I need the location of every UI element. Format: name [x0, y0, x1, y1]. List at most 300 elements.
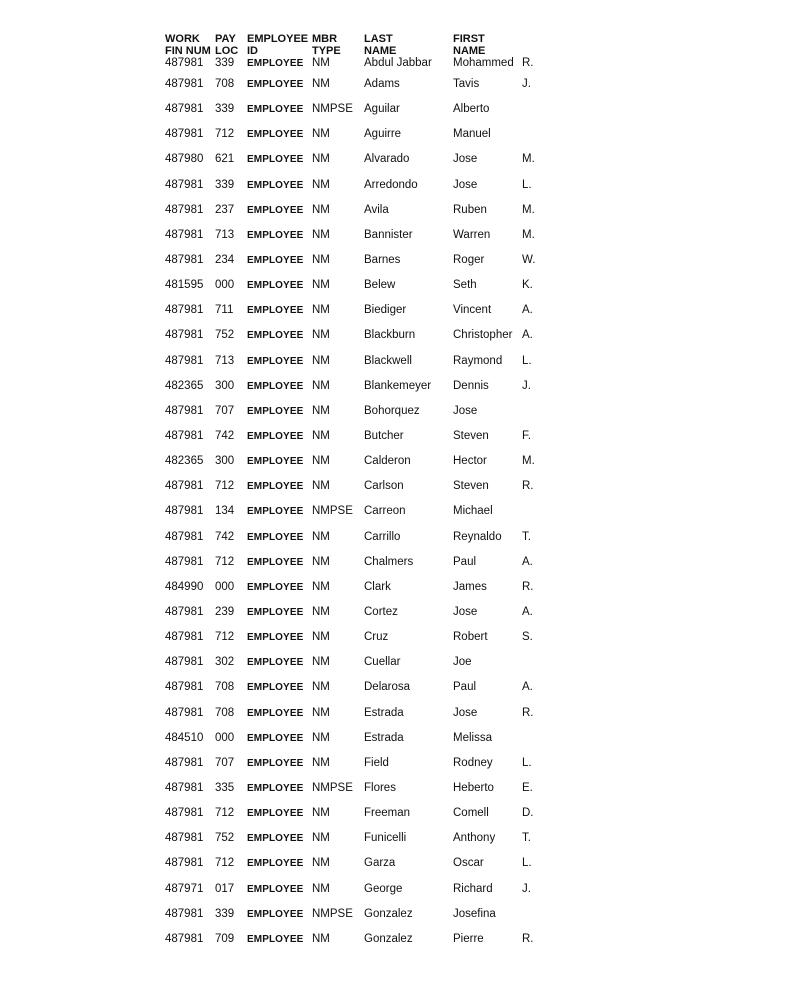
- employee-id-cell: EMPLOYEE: [247, 254, 304, 266]
- first-name-cell: Robert: [453, 631, 488, 644]
- work-fin-num-cell: 487981: [165, 354, 204, 367]
- last-name-cell: Gonzalez: [364, 932, 413, 945]
- pay-loc-cell: 742: [215, 530, 235, 543]
- work-fin-num-cell: 487981: [165, 656, 204, 669]
- last-name-cell: Cortez: [364, 605, 398, 618]
- pay-loc-cell: 335: [215, 781, 235, 794]
- table-row: [0, 606, 800, 631]
- table-row: [0, 103, 800, 128]
- table-row: [0, 229, 800, 254]
- work-fin-num-cell: 481595: [165, 279, 204, 292]
- middle-initial-cell: D.: [522, 807, 534, 820]
- first-name-cell: Tavis: [453, 78, 480, 90]
- employee-id-cell: EMPLOYEE: [247, 430, 304, 442]
- middle-initial-cell: J.: [522, 882, 531, 895]
- first-name-cell: Anthony: [453, 832, 496, 845]
- header-line: TYPE: [312, 44, 341, 57]
- work-fin-num-cell: 487981: [165, 807, 204, 820]
- pay-loc-cell: 712: [215, 631, 235, 644]
- mbr-type-cell: NM: [312, 228, 330, 241]
- header-line: NAME: [453, 44, 486, 57]
- first-name-cell: Manuel: [453, 128, 491, 141]
- first-name-cell: Jose: [453, 706, 478, 719]
- employee-id-cell: EMPLOYEE: [247, 305, 304, 317]
- work-fin-num-cell: 482365: [165, 455, 204, 468]
- work-fin-num-cell: 487981: [165, 203, 204, 216]
- middle-initial-cell: E.: [522, 781, 533, 794]
- last-name-cell: Bannister: [364, 228, 413, 241]
- last-name-cell: Blankemeyer: [364, 379, 432, 392]
- header-line: ID: [247, 44, 258, 57]
- table-row: [0, 254, 800, 279]
- table-row: [0, 329, 800, 354]
- middle-initial-cell: R.: [522, 932, 534, 945]
- pay-loc-cell: 712: [215, 807, 235, 820]
- table-row: [0, 480, 800, 505]
- pay-loc-cell: 712: [215, 128, 235, 141]
- first-name-cell: Pierre: [453, 932, 484, 945]
- header-work-fin-num: [165, 34, 211, 57]
- employee-id-cell: EMPLOYEE: [247, 657, 304, 669]
- middle-initial-cell: L.: [522, 857, 532, 870]
- mbr-type-cell: NM: [312, 631, 330, 644]
- employee-id-cell: EMPLOYEE: [247, 229, 304, 241]
- table-row: [0, 505, 800, 530]
- work-fin-num-cell: 487981: [165, 178, 204, 191]
- first-name-cell: Seth: [453, 279, 477, 292]
- first-name-cell: Vincent: [453, 304, 492, 317]
- first-name-cell: Oscar: [453, 857, 484, 870]
- first-name-cell: Jose: [453, 605, 478, 618]
- last-name-cell: Flores: [364, 781, 396, 794]
- middle-initial-cell: M.: [522, 203, 535, 216]
- last-name-cell: Bohorquez: [364, 404, 420, 417]
- table-row: [0, 732, 800, 757]
- last-name-cell: Carreon: [364, 505, 406, 518]
- table-row: [0, 355, 800, 380]
- work-fin-num-cell: 487981: [165, 228, 204, 241]
- first-name-cell: Warren: [453, 228, 491, 241]
- first-name-cell: Michael: [453, 505, 493, 518]
- first-name-cell: Joe: [453, 656, 472, 669]
- mbr-type-cell: NM: [312, 253, 330, 266]
- work-fin-num-cell: 487981: [165, 932, 204, 945]
- table-row: [0, 179, 800, 204]
- employee-id-cell: EMPLOYEE: [247, 481, 304, 493]
- first-name-cell: Ruben: [453, 203, 487, 216]
- pay-loc-cell: 707: [215, 404, 235, 417]
- mbr-type-cell: NMPSE: [312, 103, 353, 116]
- work-fin-num-cell: 487981: [165, 57, 204, 69]
- last-name-cell: Estrada: [364, 731, 404, 744]
- middle-initial-cell: A.: [522, 605, 533, 618]
- pay-loc-cell: 752: [215, 832, 235, 845]
- first-name-cell: Josefina: [453, 907, 496, 920]
- middle-initial-cell: A.: [522, 304, 533, 317]
- header-line: LAST: [364, 33, 393, 45]
- first-name-cell: Jose: [453, 178, 478, 191]
- last-name-cell: George: [364, 882, 403, 895]
- employee-id-cell: EMPLOYEE: [247, 632, 304, 644]
- first-name-cell: Comell: [453, 807, 489, 820]
- pay-loc-cell: 712: [215, 857, 235, 870]
- middle-initial-cell: M.: [522, 228, 535, 241]
- middle-initial-cell: A.: [522, 555, 533, 568]
- mbr-type-cell: NM: [312, 480, 330, 493]
- work-fin-num-cell: 487981: [165, 631, 204, 644]
- work-fin-num-cell: 487981: [165, 832, 204, 845]
- first-name-cell: Steven: [453, 480, 489, 493]
- header-line: EMPLOYEE: [247, 33, 309, 45]
- last-name-cell: Abdul Jabbar: [364, 57, 432, 69]
- mbr-type-cell: NM: [312, 153, 330, 166]
- employee-id-cell: EMPLOYEE: [247, 204, 304, 216]
- table-row: [0, 631, 800, 656]
- first-name-cell: Reynaldo: [453, 530, 502, 543]
- last-name-cell: Belew: [364, 279, 396, 292]
- pay-loc-cell: 000: [215, 580, 235, 593]
- pay-loc-cell: 621: [215, 153, 235, 166]
- header-pay-loc: [215, 34, 238, 57]
- pay-loc-cell: 239: [215, 605, 235, 618]
- employee-id-cell: EMPLOYEE: [247, 556, 304, 568]
- middle-initial-cell: A.: [522, 329, 533, 342]
- table-row: [0, 531, 800, 556]
- table-row: [0, 807, 800, 832]
- table-row: [0, 380, 800, 405]
- work-fin-num-cell: 484990: [165, 580, 204, 593]
- last-name-cell: Delarosa: [364, 681, 411, 694]
- employee-id-cell: EMPLOYEE: [247, 380, 304, 392]
- work-fin-num-cell: 487981: [165, 253, 204, 266]
- table-row: [0, 556, 800, 581]
- work-fin-num-cell: 487980: [165, 153, 204, 166]
- work-fin-num-cell: 487981: [165, 857, 204, 870]
- pay-loc-cell: 339: [215, 178, 235, 191]
- pay-loc-cell: 752: [215, 329, 235, 342]
- work-fin-num-cell: 487981: [165, 78, 204, 90]
- pay-loc-cell: 742: [215, 429, 235, 442]
- employee-id-cell: EMPLOYEE: [247, 757, 304, 769]
- mbr-type-cell: NM: [312, 530, 330, 543]
- first-name-cell: Steven: [453, 429, 489, 442]
- header-line: WORK: [165, 33, 200, 45]
- table-row: [0, 832, 800, 857]
- last-name-cell: Biediger: [364, 304, 407, 317]
- table-row: [0, 78, 800, 103]
- last-name-cell: Carlson: [364, 480, 404, 493]
- middle-initial-cell: T.: [522, 530, 531, 543]
- work-fin-num-cell: 487981: [165, 404, 204, 417]
- last-name-cell: Aguilar: [364, 103, 400, 116]
- last-name-cell: Clark: [364, 580, 391, 593]
- employee-id-cell: EMPLOYEE: [247, 129, 304, 141]
- table-row: [0, 908, 800, 933]
- employee-id-cell: EMPLOYEE: [247, 104, 304, 116]
- table-row: [0, 581, 800, 606]
- work-fin-num-cell: 487971: [165, 882, 204, 895]
- pay-loc-cell: 708: [215, 78, 235, 90]
- mbr-type-cell: NM: [312, 203, 330, 216]
- pay-loc-cell: 708: [215, 706, 235, 719]
- table-row: [0, 57, 800, 78]
- middle-initial-cell: T.: [522, 832, 531, 845]
- table-row: [0, 757, 800, 782]
- mbr-type-cell: NM: [312, 857, 330, 870]
- header-line: NAME: [364, 44, 397, 57]
- first-name-cell: Hector: [453, 455, 487, 468]
- middle-initial-cell: W.: [522, 253, 536, 266]
- employee-id-cell: EMPLOYEE: [247, 456, 304, 468]
- mbr-type-cell: NM: [312, 329, 330, 342]
- mbr-type-cell: NM: [312, 178, 330, 191]
- pay-loc-cell: 712: [215, 555, 235, 568]
- work-fin-num-cell: 487981: [165, 480, 204, 493]
- work-fin-num-cell: 487981: [165, 304, 204, 317]
- first-name-cell: Mohammed: [453, 57, 514, 69]
- first-name-cell: Jose: [453, 404, 478, 417]
- employee-table-body: [0, 57, 800, 958]
- last-name-cell: Carrillo: [364, 530, 401, 543]
- first-name-cell: Rodney: [453, 756, 493, 769]
- mbr-type-cell: NM: [312, 404, 330, 417]
- table-row: [0, 455, 800, 480]
- employee-id-cell: EMPLOYEE: [247, 808, 304, 820]
- last-name-cell: Cuellar: [364, 656, 401, 669]
- last-name-cell: Blackwell: [364, 354, 412, 367]
- table-row: [0, 883, 800, 908]
- last-name-cell: Avila: [364, 203, 389, 216]
- table-row: [0, 681, 800, 706]
- first-name-cell: Paul: [453, 681, 477, 694]
- employee-id-cell: EMPLOYEE: [247, 330, 304, 342]
- employee-id-cell: EMPLOYEE: [247, 405, 304, 417]
- last-name-cell: Freeman: [364, 807, 411, 820]
- header-line: FIN NUM: [165, 44, 211, 57]
- pay-loc-cell: 339: [215, 907, 235, 920]
- middle-initial-cell: S.: [522, 631, 533, 644]
- employee-id-cell: EMPLOYEE: [247, 179, 304, 191]
- employee-id-cell: EMPLOYEE: [247, 531, 304, 543]
- middle-initial-cell: M.: [522, 153, 535, 166]
- employee-id-cell: EMPLOYEE: [247, 883, 304, 895]
- pay-loc-cell: 134: [215, 505, 235, 518]
- middle-initial-cell: M.: [522, 455, 535, 468]
- mbr-type-cell: NM: [312, 354, 330, 367]
- table-row: [0, 933, 800, 958]
- mbr-type-cell: NM: [312, 78, 330, 90]
- first-name-cell: Roger: [453, 253, 485, 266]
- table-row: [0, 857, 800, 882]
- mbr-type-cell: NM: [312, 379, 330, 392]
- middle-initial-cell: A.: [522, 681, 533, 694]
- table-row: [0, 656, 800, 681]
- middle-initial-cell: R.: [522, 480, 534, 493]
- employee-id-cell: EMPLOYEE: [247, 707, 304, 719]
- employee-id-cell: EMPLOYEE: [247, 506, 304, 518]
- work-fin-num-cell: 487981: [165, 681, 204, 694]
- pay-loc-cell: 713: [215, 354, 235, 367]
- mbr-type-cell: NM: [312, 807, 330, 820]
- mbr-type-cell: NMPSE: [312, 505, 353, 518]
- employee-id-cell: EMPLOYEE: [247, 58, 304, 69]
- last-name-cell: Gonzalez: [364, 907, 413, 920]
- middle-initial-cell: J.: [522, 78, 531, 90]
- first-name-cell: Paul: [453, 555, 477, 568]
- pay-loc-cell: 000: [215, 279, 235, 292]
- first-name-cell: Alberto: [453, 103, 490, 116]
- employee-id-cell: EMPLOYEE: [247, 782, 304, 794]
- mbr-type-cell: NMPSE: [312, 907, 353, 920]
- pay-loc-cell: 300: [215, 379, 235, 392]
- first-name-cell: Jose: [453, 153, 478, 166]
- mbr-type-cell: NM: [312, 57, 330, 69]
- employee-id-cell: EMPLOYEE: [247, 732, 304, 744]
- pay-loc-cell: 237: [215, 203, 235, 216]
- last-name-cell: Funicelli: [364, 832, 407, 845]
- employee-id-cell: EMPLOYEE: [247, 933, 304, 945]
- pay-loc-cell: 339: [215, 103, 235, 116]
- pay-loc-cell: 339: [215, 57, 235, 69]
- last-name-cell: Field: [364, 756, 389, 769]
- first-name-cell: Christopher: [453, 329, 513, 342]
- employee-id-cell: EMPLOYEE: [247, 606, 304, 618]
- pay-loc-cell: 709: [215, 932, 235, 945]
- work-fin-num-cell: 487981: [165, 429, 204, 442]
- middle-initial-cell: L.: [522, 756, 532, 769]
- mbr-type-cell: NMPSE: [312, 781, 353, 794]
- mbr-type-cell: NM: [312, 304, 330, 317]
- header-last-name: [364, 34, 396, 57]
- table-row: [0, 782, 800, 807]
- last-name-cell: Arredondo: [364, 178, 418, 191]
- mbr-type-cell: NM: [312, 681, 330, 694]
- last-name-cell: Butcher: [364, 429, 404, 442]
- pay-loc-cell: 302: [215, 656, 235, 669]
- mbr-type-cell: NM: [312, 555, 330, 568]
- last-name-cell: Chalmers: [364, 555, 414, 568]
- mbr-type-cell: NM: [312, 756, 330, 769]
- first-name-cell: James: [453, 580, 487, 593]
- mbr-type-cell: NM: [312, 882, 330, 895]
- pay-loc-cell: 234: [215, 253, 235, 266]
- last-name-cell: Garza: [364, 857, 396, 870]
- middle-initial-cell: K.: [522, 279, 533, 292]
- pay-loc-cell: 000: [215, 731, 235, 744]
- work-fin-num-cell: 487981: [165, 530, 204, 543]
- last-name-cell: Calderon: [364, 455, 411, 468]
- work-fin-num-cell: 487981: [165, 505, 204, 518]
- mbr-type-cell: NM: [312, 128, 330, 141]
- first-name-cell: Dennis: [453, 379, 489, 392]
- mbr-type-cell: NM: [312, 580, 330, 593]
- middle-initial-cell: L.: [522, 178, 532, 191]
- pay-loc-cell: 712: [215, 480, 235, 493]
- last-name-cell: Barnes: [364, 253, 401, 266]
- mbr-type-cell: NM: [312, 932, 330, 945]
- first-name-cell: Melissa: [453, 731, 492, 744]
- employee-id-cell: EMPLOYEE: [247, 581, 304, 593]
- employee-id-cell: EMPLOYEE: [247, 280, 304, 292]
- work-fin-num-cell: 487981: [165, 103, 204, 116]
- pay-loc-cell: 707: [215, 756, 235, 769]
- work-fin-num-cell: 482365: [165, 379, 204, 392]
- work-fin-num-cell: 487981: [165, 781, 204, 794]
- employee-id-cell: EMPLOYEE: [247, 858, 304, 870]
- pay-loc-cell: 017: [215, 882, 235, 895]
- header-first-name: [453, 34, 485, 57]
- first-name-cell: Heberto: [453, 781, 494, 794]
- middle-initial-cell: F.: [522, 429, 531, 442]
- mbr-type-cell: NM: [312, 731, 330, 744]
- table-row: [0, 430, 800, 455]
- first-name-cell: Richard: [453, 882, 493, 895]
- employee-id-cell: EMPLOYEE: [247, 355, 304, 367]
- header-mbr-type: [312, 34, 341, 57]
- header-line: MBR: [312, 33, 338, 45]
- table-row: [0, 707, 800, 732]
- last-name-cell: Alvarado: [364, 153, 410, 166]
- work-fin-num-cell: 487981: [165, 329, 204, 342]
- mbr-type-cell: NM: [312, 706, 330, 719]
- employee-id-cell: EMPLOYEE: [247, 79, 304, 90]
- middle-initial-cell: R.: [522, 706, 534, 719]
- last-name-cell: Adams: [364, 78, 400, 90]
- pay-loc-cell: 300: [215, 455, 235, 468]
- mbr-type-cell: NM: [312, 279, 330, 292]
- mbr-type-cell: NM: [312, 832, 330, 845]
- work-fin-num-cell: 487981: [165, 907, 204, 920]
- employee-id-cell: EMPLOYEE: [247, 908, 304, 920]
- first-name-cell: Raymond: [453, 354, 503, 367]
- table-row: [0, 304, 800, 329]
- last-name-cell: Aguirre: [364, 128, 402, 141]
- header-employee-id: [247, 34, 308, 57]
- header-line: PAY: [215, 33, 236, 45]
- last-name-cell: Cruz: [364, 631, 389, 644]
- middle-initial-cell: J.: [522, 379, 531, 392]
- work-fin-num-cell: 487981: [165, 605, 204, 618]
- employee-id-cell: EMPLOYEE: [247, 682, 304, 694]
- middle-initial-cell: R.: [522, 57, 534, 69]
- pay-loc-cell: 713: [215, 228, 235, 241]
- mbr-type-cell: NM: [312, 429, 330, 442]
- table-row: [0, 279, 800, 304]
- last-name-cell: Blackburn: [364, 329, 416, 342]
- employee-id-cell: EMPLOYEE: [247, 833, 304, 845]
- mbr-type-cell: NM: [312, 455, 330, 468]
- pay-loc-cell: 711: [215, 304, 234, 317]
- mbr-type-cell: NM: [312, 656, 330, 669]
- middle-initial-cell: R.: [522, 580, 534, 593]
- pay-loc-cell: 708: [215, 681, 235, 694]
- middle-initial-cell: L.: [522, 354, 532, 367]
- header-line: FIRST: [453, 33, 485, 45]
- last-name-cell: Estrada: [364, 706, 404, 719]
- work-fin-num-cell: 487981: [165, 706, 204, 719]
- header-line: LOC: [215, 44, 239, 57]
- work-fin-num-cell: 487981: [165, 128, 204, 141]
- table-row: [0, 128, 800, 153]
- work-fin-num-cell: 484510: [165, 731, 204, 744]
- mbr-type-cell: NM: [312, 605, 330, 618]
- employee-id-cell: EMPLOYEE: [247, 154, 304, 166]
- table-row: [0, 405, 800, 430]
- table-row: [0, 204, 800, 229]
- table-row: [0, 153, 800, 178]
- work-fin-num-cell: 487981: [165, 756, 204, 769]
- work-fin-num-cell: 487981: [165, 555, 204, 568]
